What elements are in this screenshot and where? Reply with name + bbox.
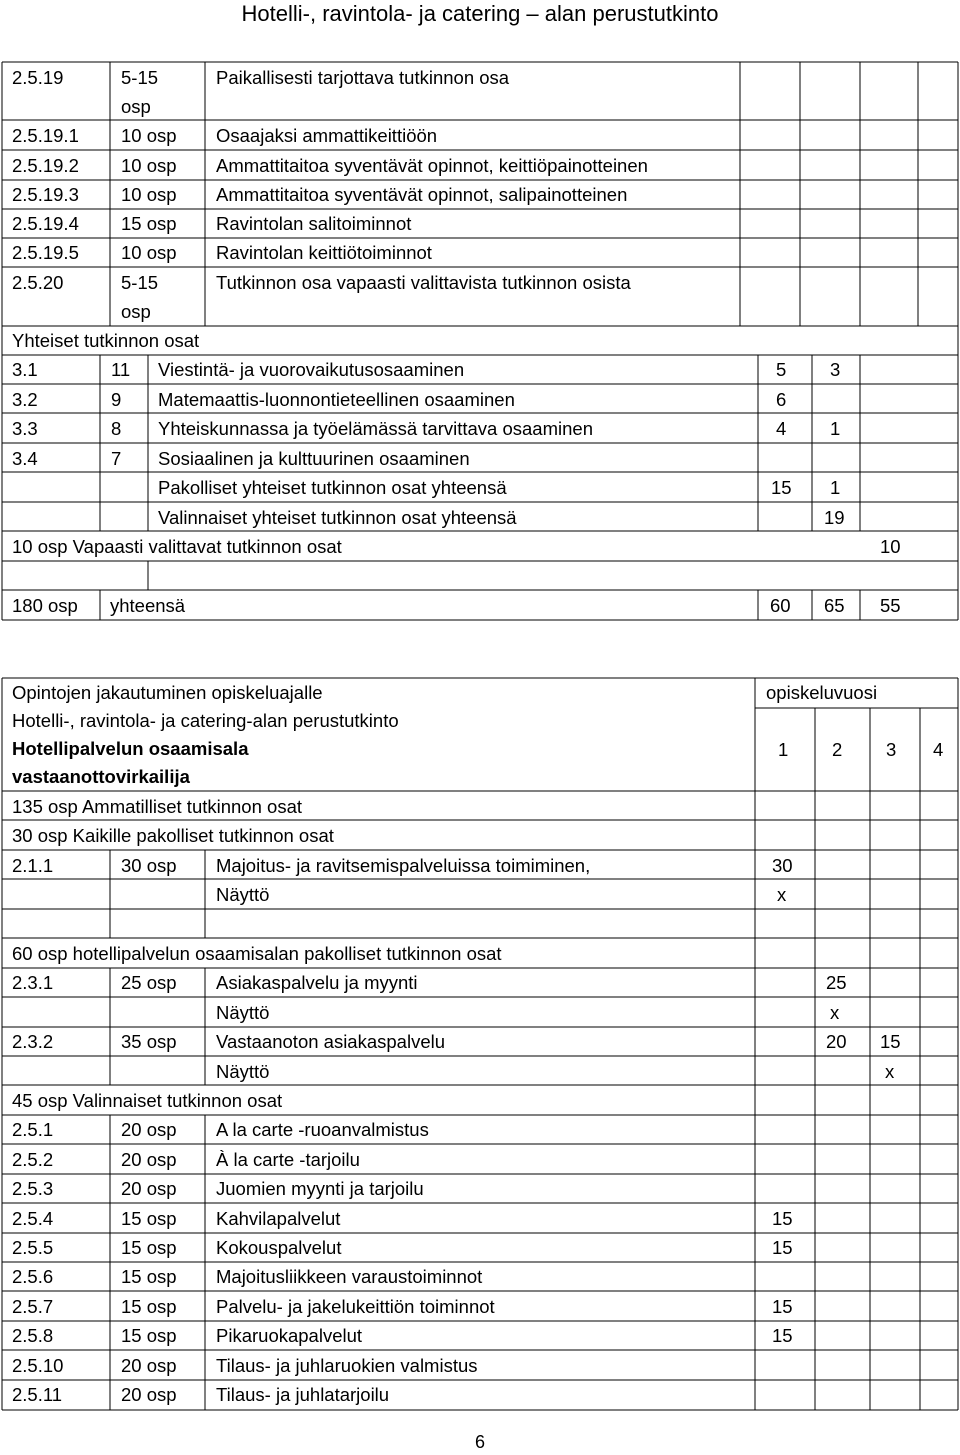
table-row-name: Ravintolan keittiötoiminnot: [216, 242, 432, 263]
common-row-code: 3.3: [12, 418, 38, 439]
table-row-name: Ravintolan salitoiminnot: [216, 213, 412, 234]
table-row-osp: 10 osp: [121, 125, 177, 146]
section-heading: 45 osp Valinnaiset tutkinnon osat: [12, 1090, 283, 1111]
section-heading: 60 osp hotellipalvelun osaamisalan pakolliset tutkinnon osat: [12, 943, 502, 964]
common-row-osp: 9: [111, 389, 122, 410]
section-heading: 135 osp Ammatilliset tutkinnon osat: [12, 796, 302, 817]
free-choice-v3: 10: [880, 536, 901, 557]
common-row-v1: 5: [776, 359, 787, 380]
row-osp: 30 osp: [121, 855, 177, 876]
table-row-name: Ammattitaitoa syventävät opinnot, salipainotteinen: [216, 184, 628, 205]
row-osp: 15 osp: [121, 1266, 177, 1287]
row-code: 2.5.8: [12, 1325, 54, 1346]
common-row-name: Viestintä- ja vuorovaikutusosaaminen: [158, 359, 465, 380]
common-row-osp: 8: [111, 418, 122, 439]
table-row-osp: 10 osp: [121, 155, 177, 176]
row-name: À la carte -tarjoilu: [216, 1149, 360, 1170]
row-name: Kahvilapalvelut: [216, 1208, 341, 1229]
row-name: Majoitus- ja ravitsemispalveluissa toimiminen,: [216, 855, 591, 876]
row-name: Tilaus- ja juhlaruokien valmistus: [216, 1355, 478, 1376]
row-osp: 20 osp: [121, 1355, 177, 1376]
grand-total-label: yhteensä: [110, 595, 186, 616]
common-row-v2: 1: [830, 418, 841, 439]
row-name: A la carte -ruoanvalmistus: [216, 1119, 429, 1140]
row-code: 2.5.4: [12, 1208, 54, 1229]
section-heading: 30 osp Kaikille pakolliset tutkinnon osat: [12, 825, 334, 846]
common-row-name: Matemaattis-luonnontieteellinen osaaminen: [158, 389, 515, 410]
table-row-name: Osaajaksi ammattikeittiöön: [216, 125, 438, 146]
study-heading-line: Hotellipalvelun osaamisala: [12, 738, 249, 759]
table-row-code: 2.5.19.4: [12, 213, 79, 234]
common-row-name: Yhteiskunnassa ja työelämässä tarvittava osaaminen: [158, 418, 593, 439]
row-year1: 25: [826, 972, 847, 993]
row-year1: 15: [772, 1296, 793, 1317]
page-header: Hotelli-, ravintola- ja catering – alan perustutkinto: [241, 1, 719, 26]
common-row-code: 3.2: [12, 389, 38, 410]
table-row-osp: 15 osp: [121, 213, 177, 234]
row-osp: 20 osp: [121, 1119, 177, 1140]
row-name: Vastaanoton asiakaspalvelu: [216, 1031, 446, 1052]
common-row-v2: 3: [830, 359, 841, 380]
optional-total-label: Valinnaiset yhteiset tutkinnon osat yhteensä: [158, 507, 517, 528]
row-name: Tilaus- ja juhlatarjoilu: [216, 1384, 390, 1405]
year-number: 3: [886, 739, 897, 760]
common-row-name: Sosiaalinen ja kulttuurinen osaaminen: [158, 448, 470, 469]
table-row-name: Paikallisesti tarjottava tutkinnon osa: [216, 67, 510, 88]
row-code: 2.5.1: [12, 1119, 54, 1140]
common-row-osp: 11: [111, 359, 131, 380]
table-row-osp: 5-15: [121, 67, 159, 88]
row-code: 2.5.2: [12, 1149, 54, 1170]
grand-total-v3: 55: [880, 595, 901, 616]
table-row-name: Ammattitaitoa syventävät opinnot, keittiöpainotteinen: [216, 155, 648, 176]
row-code: 2.1.1: [12, 855, 54, 876]
table-row-name: Tutkinnon osa vapaasti valittavista tutkinnon osista: [216, 272, 631, 293]
row-demo: Näyttö: [216, 884, 270, 905]
row-year1: 15: [772, 1237, 793, 1258]
row-name: Majoitusliikkeen varaustoiminnot: [216, 1266, 483, 1287]
mandatory-total-v2: 1: [830, 477, 841, 498]
grand-total-osp: 180 osp: [12, 595, 78, 616]
row-osp: 20 osp: [121, 1149, 177, 1170]
year-number: 4: [933, 739, 944, 760]
table-row-code: 2.5.19.5: [12, 242, 79, 263]
row-demo-year1: x: [777, 884, 787, 905]
table-row-osp: 5-15: [121, 272, 159, 293]
row-code: 2.5.11: [12, 1384, 63, 1405]
year-label: opiskeluvuosi: [766, 682, 878, 703]
table-row-code: 2.5.20: [12, 272, 64, 293]
row-year1: 15: [772, 1325, 793, 1346]
row-name: Asiakaspalvelu ja myynti: [216, 972, 418, 993]
row-demo-year2: x: [885, 1061, 895, 1082]
common-row-v1: 6: [776, 389, 787, 410]
row-osp: 25 osp: [121, 972, 177, 993]
row-osp: 15 osp: [121, 1325, 177, 1346]
table-row-code: 2.5.19.3: [12, 184, 79, 205]
common-row-code: 3.1: [12, 359, 38, 380]
study-heading-line: Opintojen jakautuminen opiskeluajalle: [12, 682, 323, 703]
optional-total-v2: 19: [824, 507, 845, 528]
mandatory-total-v1: 15: [771, 477, 792, 498]
common-heading: Yhteiset tutkinnon osat: [12, 330, 200, 351]
row-code: 2.5.6: [12, 1266, 54, 1287]
row-code: 2.5.7: [12, 1296, 54, 1317]
row-osp: 20 osp: [121, 1178, 177, 1199]
year-number: 1: [778, 739, 789, 760]
common-row-code: 3.4: [12, 448, 38, 469]
row-osp: 20 osp: [121, 1384, 177, 1405]
row-code: 2.5.5: [12, 1237, 54, 1258]
row-osp: 35 osp: [121, 1031, 177, 1052]
row-osp: 15 osp: [121, 1296, 177, 1317]
table-row-osp: osp: [121, 96, 151, 117]
row-code: 2.5.10: [12, 1355, 64, 1376]
table-row-osp: osp: [121, 301, 151, 322]
study-heading-line: vastaanottovirkailija: [12, 766, 190, 787]
row-osp: 15 osp: [121, 1237, 177, 1258]
year-number: 2: [832, 739, 843, 760]
row-code: 2.3.2: [12, 1031, 54, 1052]
row-year2: 15: [880, 1031, 901, 1052]
row-year1: 15: [772, 1208, 793, 1229]
row-code: 2.5.3: [12, 1178, 54, 1199]
table-row-osp: 10 osp: [121, 242, 177, 263]
row-name: Palvelu- ja jakelukeittiön toiminnot: [216, 1296, 495, 1317]
row-name: Kokouspalvelut: [216, 1237, 342, 1258]
row-name: Juomien myynti ja tarjoilu: [216, 1178, 424, 1199]
row-code: 2.3.1: [12, 972, 54, 993]
free-choice-label: 10 osp Vapaasti valittavat tutkinnon osat: [12, 536, 342, 557]
table-row-code: 2.5.19: [12, 67, 64, 88]
table-row-osp: 10 osp: [121, 184, 177, 205]
row-demo: Näyttö: [216, 1061, 270, 1082]
grand-total-v1: 60: [770, 595, 791, 616]
row-demo-year1: x: [830, 1002, 840, 1023]
study-heading-line: Hotelli-, ravintola- ja catering-alan perustutkinto: [12, 710, 399, 731]
table-row-code: 2.5.19.2: [12, 155, 79, 176]
page-number: 6: [474, 1432, 485, 1452]
mandatory-total-label: Pakolliset yhteiset tutkinnon osat yhteensä: [158, 477, 507, 498]
row-demo: Näyttö: [216, 1002, 270, 1023]
row-name: Pikaruokapalvelut: [216, 1325, 363, 1346]
row-osp: 15 osp: [121, 1208, 177, 1229]
row-year1: 30: [772, 855, 793, 876]
common-row-v1: 4: [776, 418, 787, 439]
row-year1: 20: [826, 1031, 847, 1052]
grand-total-v2: 65: [824, 595, 845, 616]
common-row-osp: 7: [111, 448, 122, 469]
table-row-code: 2.5.19.1: [12, 125, 79, 146]
